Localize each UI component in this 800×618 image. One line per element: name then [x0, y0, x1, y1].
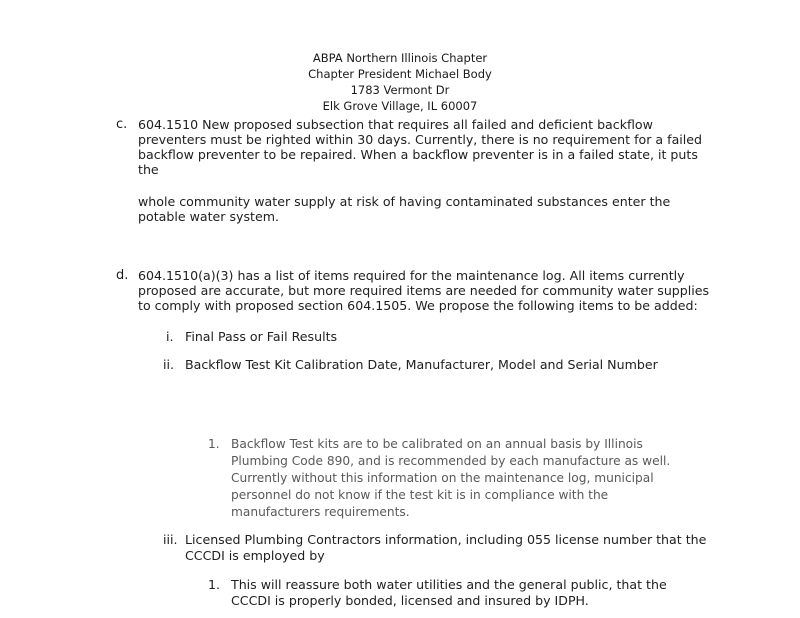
item-ii-note-marker: 1. — [208, 437, 220, 451]
item-iii-marker: iii. — [163, 532, 178, 547]
section-c-line: preventers must be righted within 30 days. Currently, there is no requirement for a failed — [138, 132, 703, 147]
item-ii-note-line: manufacturers requirements. — [231, 505, 410, 519]
item-ii-note-line: Backflow Test kits are to be calibrated on an annual basis by Illinois — [231, 437, 643, 451]
item-iii-note-line: CCCDI is properly bonded, licensed and insured by IDPH. — [231, 593, 589, 608]
section-c-continuation-line: whole community water supply at risk of having contaminated substances enter the — [138, 194, 671, 209]
item-iii-line: CCCDI is employed by — [185, 548, 325, 563]
item-iii-note-marker: 1. — [208, 577, 221, 592]
section-d-line: to comply with proposed section 604.1505. We propose the following items to be added: — [138, 298, 698, 313]
section-c-line: 604.1510 New proposed subsection that requires all failed and deficient backflow — [138, 117, 653, 132]
item-ii-note-line: Plumbing Code 890, and is recommended by each manufacture as well. — [231, 454, 671, 468]
section-c-line: the — [138, 162, 159, 177]
section-c-continuation — [138, 194, 670, 224]
item-i-text: Final Pass or Fail Results — [185, 329, 338, 344]
section-c-paragraph — [138, 117, 702, 177]
item-ii-note — [231, 436, 670, 521]
item-ii-note-line: Currently without this information on the maintenance log, municipal — [231, 471, 654, 485]
letterhead-city: Elk Grove Village, IL 60007 — [322, 99, 478, 113]
letterhead-president: Chapter President Michael Body — [308, 67, 492, 81]
letterhead-org: ABPA Northern Illinois Chapter — [312, 51, 488, 65]
section-d-marker: d. — [116, 268, 129, 283]
item-iii-text — [185, 532, 706, 564]
section-c-continuation-line: potable water system. — [138, 209, 280, 224]
section-d-line: 604.1510(a)(3) has a list of items required for the maintenance log. All items currently — [138, 268, 685, 283]
item-iii-note-line: This will reassure both water utilities and the general public, that the — [231, 577, 667, 592]
item-ii-marker: ii. — [163, 357, 175, 372]
section-c-marker: c. — [116, 117, 128, 132]
section-d-paragraph — [138, 268, 709, 313]
item-iii-line: Licensed Plumbing Contractors information, including 055 license number that the — [185, 532, 707, 547]
item-i-marker: i. — [166, 329, 174, 344]
item-iii-note — [231, 577, 667, 609]
letterhead-street: 1783 Vermont Dr — [350, 83, 450, 97]
section-d-line: proposed are accurate, but more required items are needed for community water supplies — [138, 283, 710, 298]
item-ii-text: Backflow Test Kit Calibration Date, Manufacturer, Model and Serial Number — [185, 357, 658, 372]
section-c-line: backflow preventer to be repaired. When a backflow preventer is in a failed state, it puts — [138, 147, 698, 162]
item-ii-note-line: personnel do not know if the test kit is in compliance with the — [231, 488, 609, 502]
